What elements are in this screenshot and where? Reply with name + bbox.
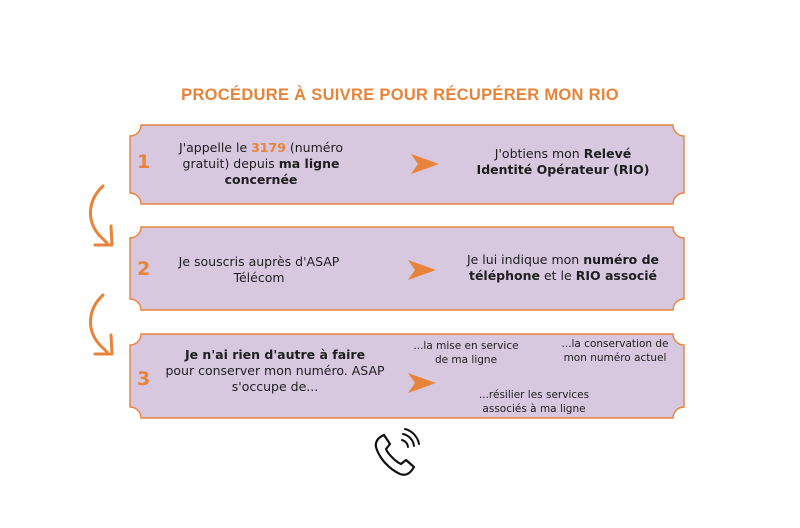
curved-down-arrow-icon <box>85 183 125 253</box>
text: (numéro gratuit) depuis <box>182 140 343 171</box>
step-1-right-text <box>473 146 653 178</box>
curved-down-arrow-icon <box>85 292 125 362</box>
text: Je souscris auprès d'ASAP Télécom <box>178 254 340 285</box>
page-title: PROCÉDURE À SUIVRE POUR RÉCUPÉRER MON RIO <box>181 86 619 104</box>
step-2-box <box>129 226 685 311</box>
bold-text: Relevé Identité Opérateur (RIO) <box>476 146 650 177</box>
chevron-right-arrow-icon <box>407 372 437 394</box>
bold-text: ma ligne concernée <box>224 156 340 187</box>
text: et le <box>540 268 576 283</box>
step-2-left-text <box>169 254 349 286</box>
text: Je lui indique mon <box>466 252 584 267</box>
step-1-box <box>129 124 685 205</box>
bold-text: Je n'ai rien d'autre à faire <box>184 347 366 362</box>
chevron-right-arrow-icon <box>410 153 440 175</box>
step-1-left-text <box>161 140 361 188</box>
text: J'appelle le <box>179 140 252 155</box>
bold-text: numéro de téléphone <box>468 252 660 283</box>
text: J'obtiens mon <box>494 146 584 161</box>
step-2-right-text <box>447 252 679 284</box>
chevron-right-arrow-icon <box>407 259 437 281</box>
service-item: ...résilier les services associés à ma ligne <box>478 389 590 415</box>
phone-number: 3179 <box>251 140 286 155</box>
step-number: 1 <box>137 151 151 173</box>
step-3-box <box>129 333 685 419</box>
phone-ringing-icon <box>372 428 428 480</box>
bold-text: RIO associé <box>575 268 658 283</box>
step-number: 3 <box>137 368 151 390</box>
step-number: 2 <box>137 258 151 280</box>
text: pour conserver mon numéro. ASAP s'occupe de... <box>165 363 385 394</box>
step-3-left-text <box>155 347 395 395</box>
service-item: ...la conservation de mon numéro actuel <box>561 338 669 364</box>
service-item: ...la mise en service de ma ligne <box>413 340 519 366</box>
